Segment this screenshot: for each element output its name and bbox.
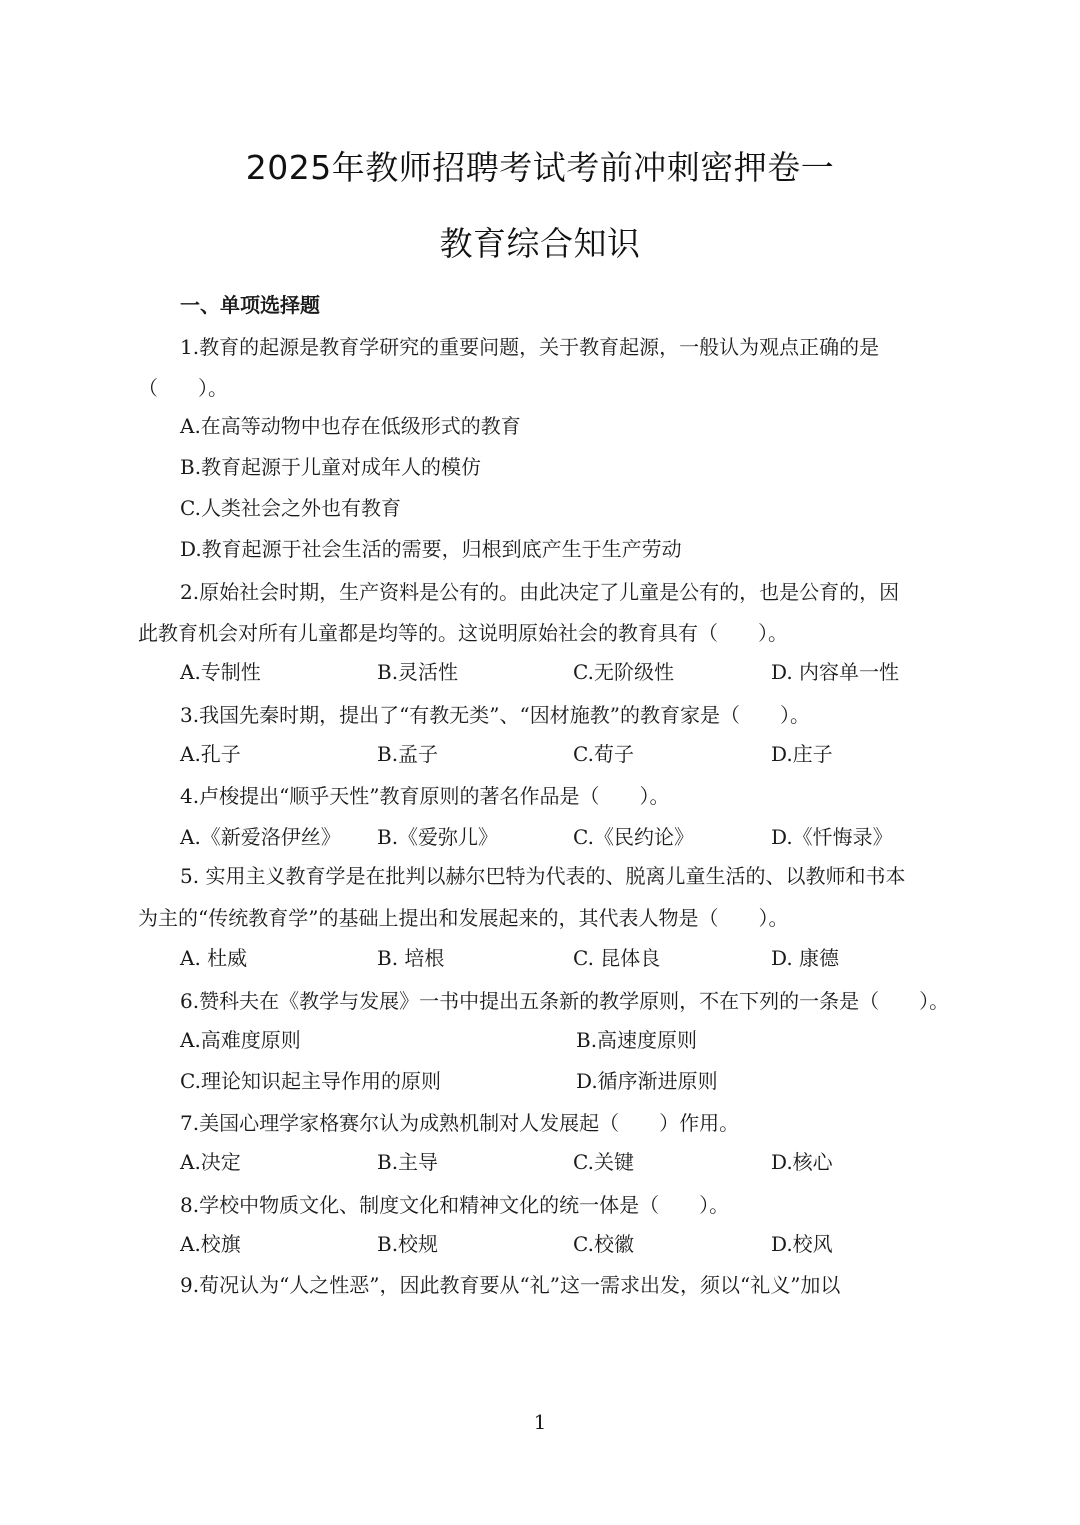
question-4-option-b: B.《爱弥儿》 [377,825,499,849]
section-heading: 一、单项选择题 [180,293,320,317]
question-5-option-d: D. 康德 [771,946,840,970]
question-7-option-d: D.核心 [771,1150,833,1174]
question-6-option-c: C.理论知识起主导作用的原则 [180,1069,441,1093]
question-8-option-b: B.校规 [377,1232,439,1256]
question-5-option-b: B. 培根 [377,946,445,970]
question-7-option-c: C.关键 [573,1150,634,1174]
question-8-option-d: D.校风 [771,1232,833,1256]
question-6-text: 6.赞科夫在《教学与发展》一书中提出五条新的教学原则，不在下列的一条是（ ）。 [180,989,950,1013]
question-5-text-cont: 为主的“传统教育学”的基础上提出和发展起来的，其代表人物是（ ）。 [138,906,789,930]
question-4-option-c: C.《民约论》 [573,825,694,849]
question-5-text: 5. 实用主义教育学是在批判以赫尔巴特为代表的、脱离儿童生活的、以教师和书本 [180,864,906,888]
question-7-option-a: A.决定 [180,1150,241,1174]
question-3-text: 3.我国先秦时期，提出了“有教无类”、“因材施教”的教育家是（ ）。 [180,703,810,727]
question-4-text: 4.卢梭提出“顺乎天性”教育原则的著名作品是（ ）。 [180,784,670,808]
question-7-text: 7.美国心理学家格赛尔认为成熟机制对人发展起（ ）作用。 [180,1111,740,1135]
question-8-option-a: A.校旗 [180,1232,241,1256]
question-3-option-a: A.孔子 [180,742,241,766]
question-2-text: 2.原始社会时期，生产资料是公有的。由此决定了儿童是公有的，也是公育的，因 [180,580,900,604]
exam-subtitle: 教育综合知识 [439,224,641,263]
question-5-option-c: C. 昆体良 [573,946,661,970]
exam-title: 2025年教师招聘考试考前冲刺密押卷一 [245,148,835,187]
question-6-option-d: D.循序渐进原则 [576,1069,718,1093]
question-1-text-cont: （ ）。 [138,376,228,400]
question-3-option-c: C.荀子 [573,742,634,766]
question-6-option-a: A.高难度原则 [180,1028,301,1052]
question-1-text: 1.教育的起源是教育学研究的重要问题，关于教育起源，一般认为观点正确的是 [180,335,880,359]
question-7-option-b: B.主导 [377,1150,439,1174]
question-9-text: 9.荀况认为“人之性恶”，因此教育要从“礼”这一需求出发，须以“礼义”加以 [180,1273,841,1297]
question-3-option-b: B.孟子 [377,742,439,766]
question-2-option-c: C.无阶级性 [573,660,674,684]
question-2-option-b: B.灵活性 [377,660,459,684]
question-2-option-a: A.专制性 [180,660,261,684]
question-3-option-d: D.庄子 [771,742,833,766]
question-6-option-b: B.高速度原则 [576,1028,698,1052]
question-1-option-a: A.在高等动物中也存在低级形式的教育 [180,414,521,438]
question-8-option-c: C.校徽 [573,1232,634,1256]
question-2-text-cont: 此教育机会对所有儿童都是均等的。这说明原始社会的教育具有（ ）。 [138,621,788,645]
question-8-text: 8.学校中物质文化、制度文化和精神文化的统一体是（ ）。 [180,1193,730,1217]
question-5-option-a: A. 杜威 [180,946,248,970]
question-1-option-c: C.人类社会之外也有教育 [180,496,401,520]
question-1-option-b: B.教育起源于儿童对成年人的模仿 [180,455,482,479]
question-4-option-a: A.《新爱洛伊丝》 [180,825,341,849]
question-1-option-d: D.教育起源于社会生活的需要，归根到底产生于生产劳动 [180,537,682,561]
question-2-option-d: D. 内容单一性 [771,660,900,684]
question-4-option-d: D.《忏悔录》 [771,825,893,849]
page-number: 1 [533,1410,547,1434]
